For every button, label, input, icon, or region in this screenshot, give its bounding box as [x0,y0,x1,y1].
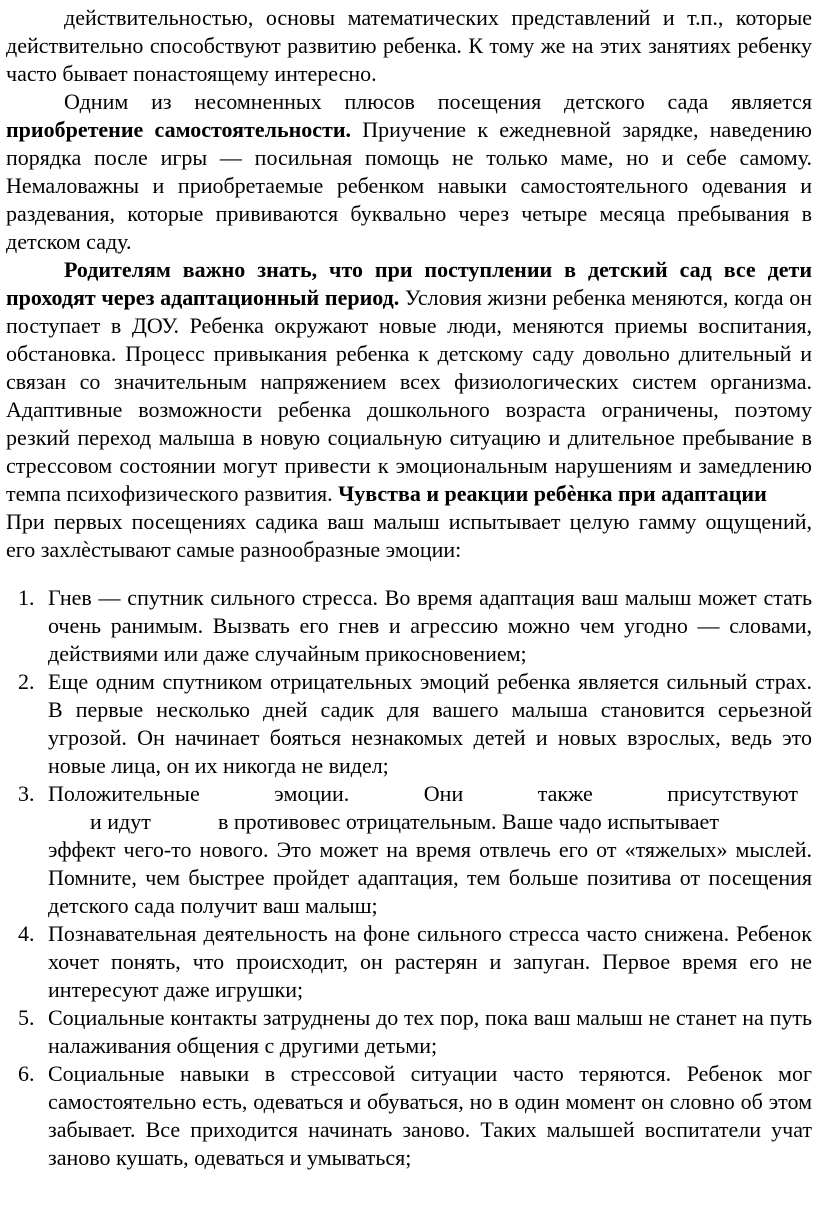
paragraph-independence [6,88,812,256]
list-item-fragment: в противовес отрицательным. Ваше чадо испытывает [218,809,719,834]
list-item-number: 3. [18,781,35,806]
list-item-fragment: и идут [90,809,151,834]
list-item-number: 5. [18,1005,35,1030]
paragraph-intro-continuation [6,4,812,88]
list-item-number: 1. [18,585,35,610]
paragraph-text: действительностью, основы математических представлений и т.п., которые действительно способствуют развитию ребенка. К тому же на этих занятиях ребенку часто бывает понастоящему интересно. [6,5,812,86]
bold-phrase-independence: приобретение самостоятельности. [6,117,351,142]
list-item [6,668,812,780]
list-item [6,584,812,668]
spacer [6,564,812,584]
list-item-word: присутствуют [667,781,798,806]
list-item-text: Еще одним спутником отрицательных эмоций ребенка является сильный страх. В первые несколько дней садик для вашего малыша становится серьезной угрозой. Он начинает бояться незнакомых детей и новых взрослых, ведь это новые лица, он их никогда не видел; [48,669,812,778]
list-item-text: эффект чего-то нового. Это может на время отвлечь его от «тяжелых» мыслей. Помните, чем быстрее пройдет адаптация, тем больше позитива от посещения детского сада получит ваш малыш; [48,837,812,918]
section-heading-feelings: Чувства и реакции ребѐнка при адаптации [338,481,767,506]
list-item-number: 2. [18,669,35,694]
list-item-word: также [537,781,593,806]
list-item-word: эмоции. [274,781,350,806]
list-item-word: Они [423,781,464,806]
list-item-text: Социальные навыки в стрессовой ситуации часто теряются. Ребенок мог самостоятельно есть, одеваться и обуваться, но в один момент он словно об этом забывает. Все приходится начинать заново. Таких малышей воспитатели учат заново кушать, одеваться и умываться; [48,1061,812,1170]
bold-phrase-parents: Родителям важно знать, что при поступлении в детский сад все дети проходят через адаптационный период. [6,257,812,310]
list-item-word: Положительные [48,781,200,806]
list-item-text: Социальные контакты затруднены до тех пор, пока ваш малыш не станет на путь налаживания общения с другими детьми; [48,1005,812,1058]
emotions-list [6,584,812,1172]
list-item [6,1060,812,1172]
list-item [6,780,812,920]
paragraph-text: При первых посещениях садика ваш малыш испытывает целую гамму ощущений, его захлѐстывают самые разнообразные эмоции: [6,509,812,562]
list-item-number: 6. [18,1061,35,1086]
list-item-number: 4. [18,921,35,946]
list-item [6,1004,812,1060]
list-item [6,920,812,1004]
paragraph-text: Условия жизни ребенка меняются, когда он поступает в ДОУ. Ребенка окружают новые люди, меняются приемы воспитания, обстановка. Процесс привыкания ребенка к детскому саду довольно длительный и связан со значительным напряжением всех физиологических систем организма. Адаптивные возможности ребенка дошкольного возраста ограничены, поэтому резкий переход малыша в новую социальную ситуацию и длительное пребывание в стрессовом состоянии могут привести к эмоциональным нарушениям и замедлению темпа психофизического развития. [6,285,812,506]
paragraph-text: Приучение к ежедневной зарядке, наведению порядка после игры — посильная помощь не только маме, но и себе самому. Немаловажны и приобретаемые ребенком навыки самостоятельного одевания и раздевания, которые прививаются буквально через четыре месяца пребывания в детском саду. [6,117,812,254]
paragraph-text: Одним из несомненных плюсов посещения детского сада является [64,89,812,114]
list-item-text: Гнев — спутник сильного стресса. Во время адаптация ваш малыш может стать очень ранимым. Вызвать его гнев и агрессию можно чем угодно — словами, действиями или даже случайным прикосновением; [48,585,812,666]
list-item-text: Познавательная деятельность на фоне сильного стресса часто снижена. Ребенок хочет понять, что происходит, он растерян и запуган. Первое время его не интересуют даже игрушки; [48,921,812,1002]
paragraph-emotions-intro [6,508,812,564]
list-item-line [48,780,812,808]
list-item-line [48,808,812,836]
paragraph-adaptation [6,256,812,508]
